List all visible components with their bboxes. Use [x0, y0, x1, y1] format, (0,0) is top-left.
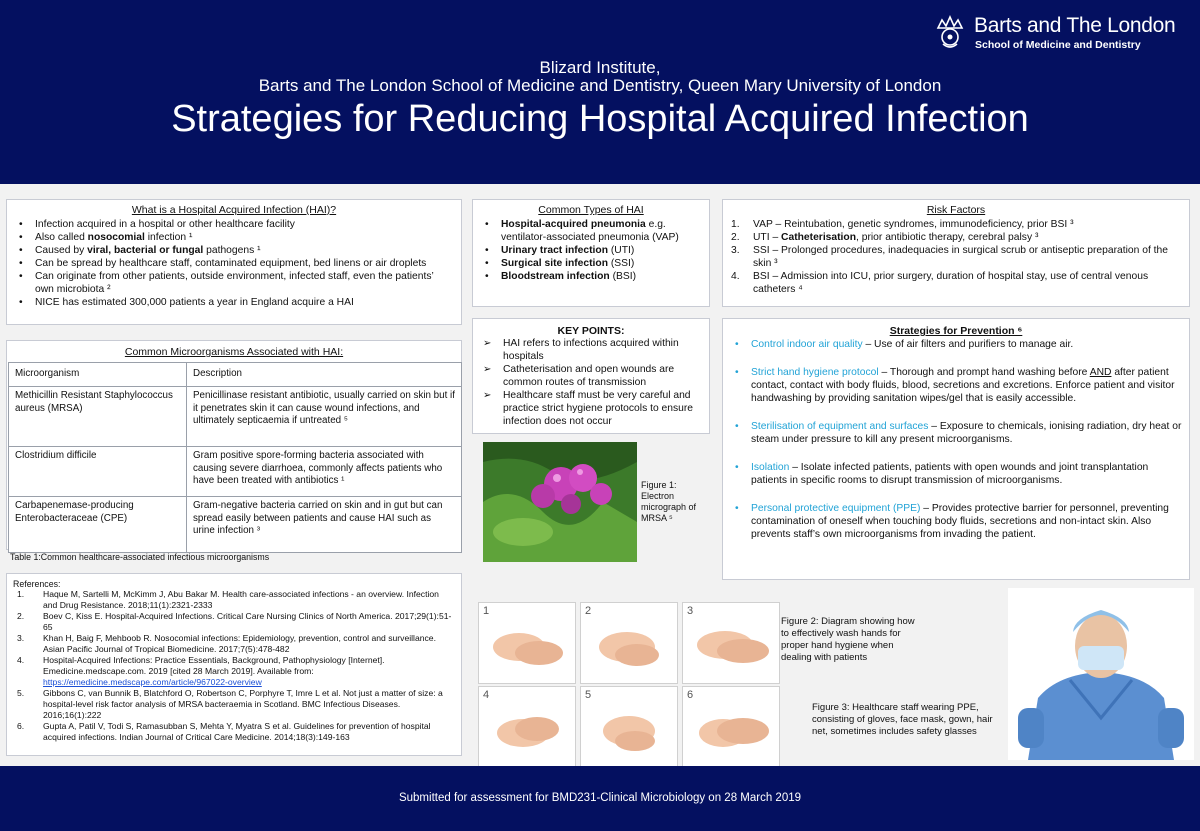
hai-bullet: • Can originate from other patients, outside environment, infected staff, even the patients’ own microbiota ² — [13, 270, 455, 296]
reference-text: Khan H, Baig F, Mehboob R. Nosocomial infections: Epidemiology, prevention, control and surveillance. Asian Pacific Journal of Tropical Biomedicine. 2017;7(5):478-482 — [43, 633, 436, 654]
hai-type-detail: (SSI) — [608, 258, 635, 269]
hai-bullet — [13, 244, 455, 257]
hai-bullet: • Can be spread by healthcare staff, contaminated equipment, bed linens or air droplets — [13, 257, 455, 270]
poster-body — [0, 184, 1200, 766]
reference-number: 4. — [17, 655, 25, 665]
hands-icon — [683, 687, 781, 769]
key-points-box — [472, 318, 710, 434]
hai-bullet-text: Caused by — [35, 245, 88, 256]
submission-note: Submitted for assessment for BMD231-Clinical Microbiology on 28 March 2019 — [398, 792, 802, 804]
risk-factors-list — [729, 218, 1183, 296]
risk-factor-number: 2. — [731, 232, 740, 243]
table-row — [9, 447, 462, 497]
hai-definition-box — [6, 199, 462, 325]
prevention-keyword: Strict hand hygiene protocol — [751, 367, 879, 378]
handwash-step — [580, 602, 678, 684]
key-point-item: ➢ Catheterisation and open wounds are common routes of transmission — [479, 363, 703, 389]
risk-factor-text: UTI – — [753, 232, 782, 243]
microorganisms-heading: Common Microorganisms Associated with HAI: — [124, 346, 344, 358]
prevention-item — [729, 366, 1183, 405]
prevention-heading: Strategies for Prevention ⁶ — [889, 325, 1023, 337]
handwash-step — [580, 686, 678, 768]
figure2-caption: Figure 2: Diagram showing how to effectively wash hands for proper hand hygiene when dealing with patients — [781, 616, 915, 663]
table-header-row — [9, 363, 462, 387]
university-logo — [932, 12, 1182, 54]
hai-types-heading: Common Types of HAI — [538, 204, 644, 216]
hai-types-list — [479, 218, 703, 283]
hai-bullet: • Infection acquired in a hospital or other healthcare facility — [13, 218, 455, 231]
figure1-caption: Figure 1: Electron micrograph of MRSA ⁵ — [641, 480, 697, 523]
step-number: 4 — [483, 689, 490, 701]
table-cell-description: Gram positive spore-forming bacteria associated with causing severe diarrhoea, commonly affects patients who have been treated with antibiotics ¹ — [187, 447, 462, 497]
crown-crest-icon — [932, 14, 968, 48]
handwash-step — [682, 602, 780, 684]
risk-factor-number: 4. — [731, 271, 740, 282]
hands-icon — [479, 687, 577, 769]
hai-type-item — [479, 270, 703, 283]
risk-factor-text: VAP – Reintubation, genetic syndromes, immunodeficiency, prior BSI ³ — [753, 219, 1074, 230]
prevention-text: – Exposure to chemicals, ionising radiation, dry heat or steam under pressure to kill any present microorganisms. — [751, 421, 1182, 445]
risk-factor-item — [729, 218, 1183, 231]
table-cell-organism: Carbapenemase-producing Enterobacteraceae (CPE) — [9, 497, 187, 553]
university-name: Barts and The London School of Medicine and Dentistry, Queen Mary University of London — [258, 76, 942, 95]
hai-type-name: Surgical site infection — [501, 258, 608, 269]
hai-bullet: • NICE has estimated 300,000 patients a year in England acquire a HAI — [13, 296, 455, 309]
hai-type-detail: (BSI) — [609, 271, 637, 282]
hai-bullet-text: pathogens ¹ — [203, 245, 261, 256]
reference-number: 1. — [17, 589, 25, 599]
step-number: 1 — [483, 605, 490, 617]
table-row — [9, 387, 462, 447]
reference-item — [13, 721, 455, 743]
table-row — [9, 497, 462, 553]
column-header: Microorganism — [9, 363, 187, 387]
prevention-text: – Isolate infected patients, patients with open wounds and joint transplantation patients in specific rooms to disrupt transmission of microorganisms. — [751, 462, 1149, 486]
step-number: 6 — [687, 689, 694, 701]
logo-subtitle: School of Medicine and Dentistry — [975, 39, 1141, 51]
step-number: 5 — [585, 689, 592, 701]
hai-bullet-text: infection ¹ — [144, 232, 193, 243]
prevention-emphasis: AND — [1089, 367, 1112, 378]
reference-item — [13, 589, 455, 611]
table-cell-description: Penicillinase resistant antibiotic, usually carried on skin but if it penetrates skin it can cause wound infections, and ultimately septicaemia if untreated ⁵ — [187, 387, 462, 447]
hai-type-name: Bloodstream infection — [501, 271, 610, 282]
hands-icon — [581, 603, 679, 685]
hai-type-detail: e.g. ventilator-associated pneumonia (VAP) — [501, 219, 679, 243]
prevention-text: after patient contact, contact with body fluids, blood, secretions and excretions. Enforce patient and visitor handwashing by providing sanitation wipes/gel that is easily accessible. — [751, 367, 1175, 404]
reference-text: Hospital-Acquired Infections: Practice Essentials, Background, Pathophysiology [Internet]. Emedicine.medscape.com. 2019 [cited 28 March 2019]. Available from: — [43, 655, 385, 676]
poster-title: Strategies for Reducing Hospital Acquired Infection — [171, 98, 1029, 140]
key-point-item: ➢ HAI refers to infections acquired within hospitals — [479, 337, 703, 363]
hai-type-item — [479, 218, 703, 244]
reference-text: Gibbons C, van Bunnik B, Blatchford O, Robertson C, Porphyre T, Imre L et al. Not just a matter of size: a hospital-level risk factor analysis of MRSA bacteraemia in Scotland. BMC Infectious Diseases. 2016;16(1):222 — [43, 688, 443, 720]
reference-item — [13, 611, 455, 633]
table-cell-description: Gram-negative bacteria carried on skin and in gut but can spread easily between patients and cause HAI such as urine infection ³ — [187, 497, 462, 553]
prevention-list — [729, 338, 1183, 541]
risk-factor-item — [729, 244, 1183, 270]
hai-types-box — [472, 199, 710, 307]
reference-item — [13, 688, 455, 721]
references-heading: References: — [13, 579, 61, 589]
handwash-step — [478, 686, 576, 768]
hai-bullet-text: Also called — [35, 232, 88, 243]
handwash-step — [478, 602, 576, 684]
hai-bullet-emphasis: viral, bacterial or fungal — [87, 245, 204, 256]
reference-number: 2. — [17, 611, 25, 621]
prevention-text: – Use of air filters and purifiers to manage air. — [862, 339, 1074, 350]
table-caption: Table 1:Common healthcare-associated infectious microorganisms — [10, 552, 270, 562]
reference-number: 5. — [17, 688, 25, 698]
references-list — [13, 589, 455, 743]
prevention-keyword: Control indoor air quality — [751, 339, 863, 350]
handwash-step — [682, 686, 780, 768]
risk-factors-heading: Risk Factors — [926, 204, 986, 216]
hands-icon — [479, 603, 577, 685]
figure3-caption: Figure 3: Healthcare staff wearing PPE, consisting of gloves, face mask, gown, hair net, sometimes includes safety glasses — [812, 702, 993, 737]
risk-factor-text: , prior antibiotic therapy, cerebral palsy ³ — [856, 232, 1039, 243]
ppe-staff-image — [1008, 588, 1194, 760]
risk-factor-number: 3. — [731, 245, 740, 256]
hai-type-item — [479, 244, 703, 257]
hands-icon — [683, 603, 781, 685]
hai-bullet-emphasis: nosocomial — [87, 232, 145, 243]
risk-factor-number: 1. — [731, 219, 740, 230]
step-number: 2 — [585, 605, 592, 617]
hai-type-item — [479, 257, 703, 270]
prevention-keyword: Sterilisation of equipment and surfaces — [751, 421, 929, 432]
prevention-item — [729, 502, 1183, 541]
table-cell-organism: Clostridium difficile — [9, 447, 187, 497]
prevention-text: – Provides protective barrier for personnel, preventing contamination of oneself when touching body fluids, secretions and non-intact skin. Also prevents staff’s own microorganisms from invading the patient. — [751, 503, 1169, 540]
table-cell-organism: Methicillin Resistant Staphylococcus aureus (MRSA) — [9, 387, 187, 447]
prevention-item — [729, 461, 1183, 487]
prevention-keyword: Isolation — [751, 462, 790, 473]
hai-heading: What is a Hospital Acquired Infection (HAI)? — [131, 204, 337, 216]
references-box — [6, 573, 462, 756]
key-point-item: ➢ Healthcare staff must be very careful and practice strict hygiene protocols to ensure infection does not occur — [479, 389, 703, 428]
reference-link[interactable]: https://emedicine.medscape.com/article/967022-overview — [43, 677, 262, 687]
risk-factor-text: SSI – Prolonged procedures, inadequacies in surgical scrub or antiseptic preparation of the skin ³ — [753, 245, 1168, 269]
poster-footer — [0, 766, 1200, 831]
reference-text: Boev C, Kiss E. Hospital-Acquired Infections. Critical Care Nursing Clinics of North America. 2017;29(1):51-65 — [43, 611, 452, 632]
mrsa-micrograph-image — [483, 442, 637, 562]
reference-number: 3. — [17, 633, 25, 643]
reference-item — [13, 633, 455, 655]
microorganisms-table — [8, 362, 462, 553]
prevention-item — [729, 420, 1183, 446]
hai-type-name: Hospital-acquired pneumonia — [501, 219, 646, 230]
reference-item — [13, 655, 455, 688]
prevention-box — [722, 318, 1190, 580]
reference-number: 6. — [17, 721, 25, 731]
reference-text: Haque M, Sartelli M, McKimm J, Abu Bakar M. Health care-associated infections - an overview. Infection and Drug Resistance. 2018;11(1):2321-2333 — [43, 589, 439, 610]
prevention-text: – Thorough and prompt hand washing before — [878, 367, 1090, 378]
reference-text: Gupta A, Patil V, Todi S, Ramasubban S, Mehta Y, Myatra S et al. Guidelines for prevention of hospital acquired infections. Indian Journal of Critical Care Medicine. 2014;18(3):149-163 — [43, 721, 431, 742]
prevention-item — [729, 338, 1183, 351]
risk-factors-box — [722, 199, 1190, 307]
hai-type-detail: (UTI) — [608, 245, 635, 256]
risk-factor-item — [729, 270, 1183, 296]
hai-type-name: Urinary tract infection — [501, 245, 608, 256]
logo-name: Barts and The London — [974, 14, 1176, 37]
risk-factor-text: BSI – Admission into ICU, prior surgery, duration of hospital stay, use of central venous catheters ⁴ — [753, 271, 1149, 295]
step-number: 3 — [687, 605, 694, 617]
hands-icon — [581, 687, 679, 769]
prevention-keyword: Personal protective equipment (PPE) — [751, 503, 921, 514]
key-points-heading: KEY POINTS: — [557, 325, 625, 337]
institute-name: Blizard Institute, — [539, 58, 661, 77]
poster-header — [0, 0, 1200, 184]
risk-factor-item — [729, 231, 1183, 244]
hai-bullet-list — [13, 218, 455, 309]
hai-bullet — [13, 231, 455, 244]
column-header: Description — [187, 363, 462, 387]
key-points-list — [479, 337, 703, 428]
risk-factor-emphasis: Catheterisation — [781, 232, 857, 243]
